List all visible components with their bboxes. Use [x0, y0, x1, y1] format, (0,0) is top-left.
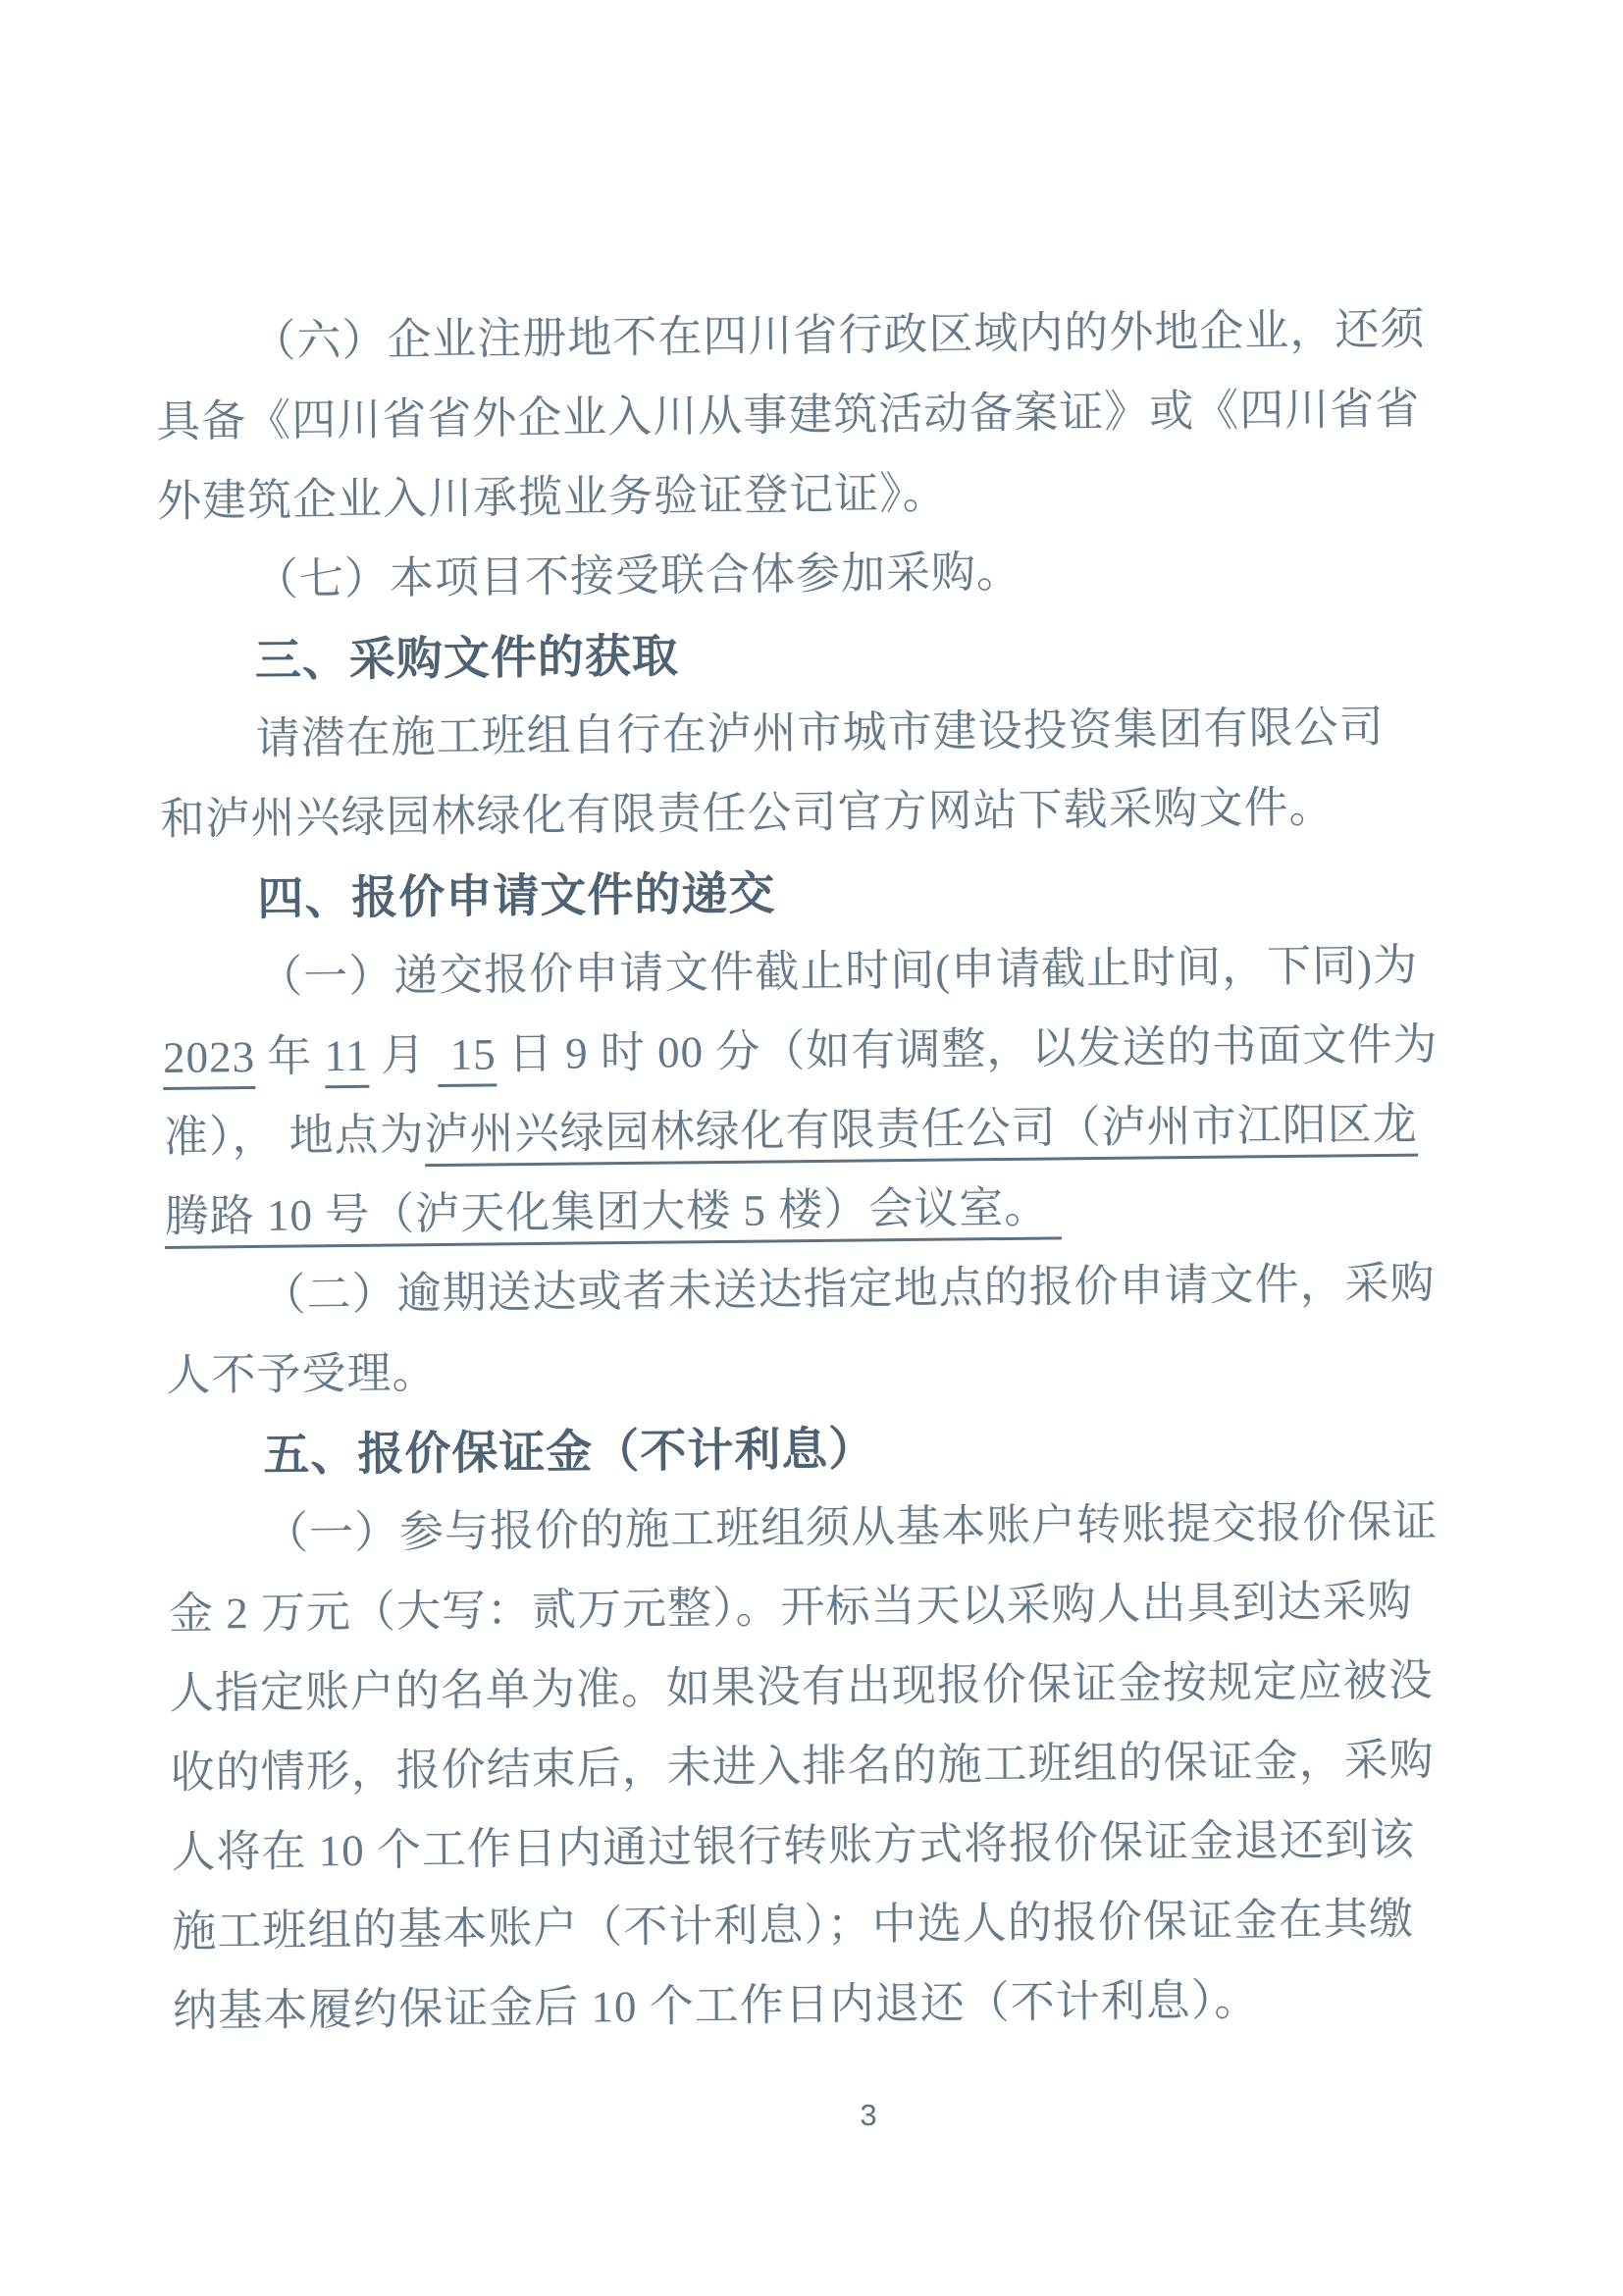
heading-section-5: 五、报价保证金（不计利息）	[263, 1422, 876, 1481]
paragraph-line-address	[164, 1164, 1440, 1257]
text-segment: 年	[254, 1031, 325, 1081]
text-segment: 月	[368, 1030, 439, 1080]
paragraph-line: 人不予受理。	[166, 1348, 438, 1400]
paragraph-line: （一）递交报价申请文件截止时间(申请截止时间，下同)为	[257, 940, 1419, 1002]
address-underlined: 泸州兴绿园林绿化有限责任公司（泸州市江阳区龙	[424, 1100, 1418, 1168]
paragraph-line: 人指定账户的名单为准。如果没有出现报价保证金按规定应被没	[169, 1655, 1435, 1718]
document-body	[155, 289, 1449, 2052]
deadline-year-underlined: 2023	[163, 1032, 256, 1090]
deadline-month-underlined: 11	[324, 1031, 369, 1088]
page-number: 3	[860, 2098, 877, 2132]
paragraph-line-address	[163, 1084, 1440, 1177]
paragraph-line: 收的情形，报价结束后，未进入排名的施工班组的保证金，采购	[170, 1735, 1435, 1798]
paragraph-line: （二）逾期送达或者未送达指定地点的报价申请文件，采购	[261, 1258, 1436, 1320]
paragraph-line: 金 2 万元（大写：贰万元整）。开标当天以采购人出具到达采购	[168, 1576, 1413, 1639]
paragraph-line: 纳基本履约保证金后 10 个工作日内退还（不计利息）。	[172, 1975, 1260, 2036]
paragraph-line-deadline	[163, 1005, 1440, 1098]
paragraph-line: （六）企业注册地不在四川省行政区域内的外地企业，还须	[251, 304, 1426, 366]
paragraph-line: 施工班组的基本账户（不计利息）；中选人的报价保证金在其缴	[172, 1894, 1415, 1957]
paragraph-line: （七）本项目不接受联合体参加采购。	[253, 547, 1022, 604]
paragraph-line: 具备《四川省省外企业入川从事建筑活动备案证》或《四川省省	[156, 384, 1421, 446]
text-segment: 准）， 地点为	[163, 1110, 425, 1162]
paragraph-line: 外建筑企业入川承揽业务验证登记证》。	[156, 468, 948, 526]
paragraph-line: 和泸州兴绿园林绿化有限责任公司官方网站下载采购文件。	[160, 782, 1335, 844]
heading-section-3: 三、采购文件的获取	[254, 629, 680, 686]
deadline-day-underlined: 15	[438, 1029, 497, 1087]
text-segment: 日 9 时 00 分（如有调整，以发送的书面文件为	[496, 1019, 1439, 1079]
heading-section-4: 四、报价申请文件的递交	[257, 866, 776, 924]
paragraph-line: 人将在 10 个工作日内通过银行转账方式将报价保证金退还到该	[171, 1814, 1416, 1877]
paragraph-line: 请潜在施工班组自行在泸州市城市建设投资集团有限公司	[255, 702, 1385, 763]
paragraph-line: （一）参与报价的施工班组须从基本账户转账提交报价保证	[263, 1496, 1439, 1558]
address-underlined: 腾路 10 号（泸天化集团大楼 5 楼）会议室。	[164, 1182, 1061, 1249]
